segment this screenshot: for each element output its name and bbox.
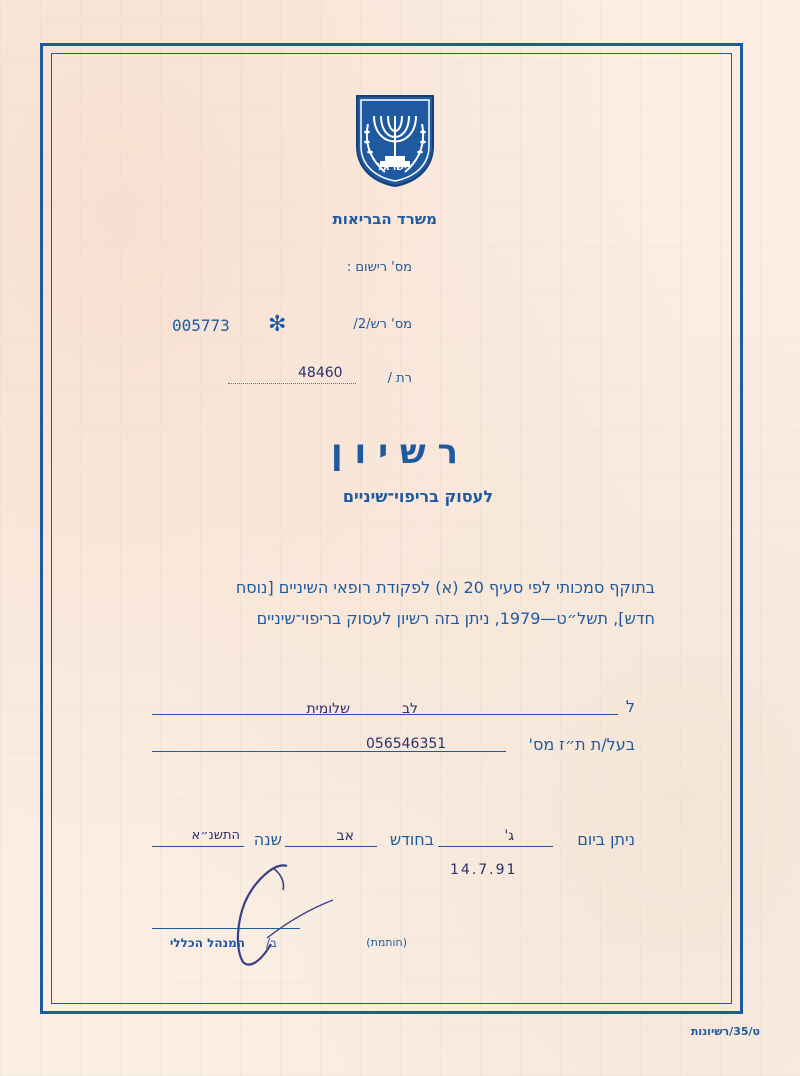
inner-border <box>51 53 732 1004</box>
series-number: 005773 <box>172 316 230 335</box>
year-label: שנה <box>253 830 282 849</box>
registration-label: מס' רישום : <box>346 260 412 275</box>
license-title: ר ש י ו ן <box>331 432 458 472</box>
body-line-2: חדש], תשל״ט—1979, ניתן בזה רשיון לעסוק בריפוי־שיניים <box>256 609 655 628</box>
issue-day: ג' <box>504 828 514 844</box>
signer-prefix: ב/ <box>266 936 277 950</box>
id-line <box>152 751 506 752</box>
gregorian-date: 14.7.91 <box>450 862 518 878</box>
file-number: 48460 <box>298 365 343 381</box>
file-label: רת / <box>387 371 412 386</box>
body-line-1: בתוקף סמכותי לפי סעיף 20 (א) לפקודת רופאי השיניים [נוסח <box>235 578 655 597</box>
year-line <box>152 846 244 847</box>
holder-name-line <box>152 714 618 715</box>
month-line <box>285 846 377 847</box>
signer-title: המנהל הכללי <box>169 936 245 950</box>
month-label: בחודש <box>389 830 434 849</box>
series-label: מס' רש/2/ <box>353 317 412 332</box>
file-number-line <box>228 383 356 384</box>
asterisk-icon: ✻ <box>268 312 287 337</box>
stamp-label: (חותמת) <box>366 936 407 949</box>
emblem-caption: ישראל <box>377 162 407 173</box>
issue-year: התשנ״א <box>191 828 240 843</box>
state-emblem <box>355 94 435 188</box>
license-subtitle: לעסוק בריפוי־שיניים <box>342 487 493 506</box>
holder-first-name: שלומית <box>306 701 350 717</box>
id-number: 056546351 <box>366 736 447 752</box>
form-code: ט/35/רשיונות <box>690 1025 760 1038</box>
ministry-name: משרד הבריאות <box>332 210 437 228</box>
signature-line <box>152 928 300 929</box>
id-label: בעל/ת ת״ז מס' <box>528 735 635 754</box>
issued-label: ניתן ביום <box>577 830 635 849</box>
day-line <box>438 846 553 847</box>
holder-prefix: ל <box>625 697 635 716</box>
issue-month: אב <box>336 828 354 844</box>
holder-last-name: לב <box>401 701 418 717</box>
handwritten-signature <box>215 860 345 970</box>
